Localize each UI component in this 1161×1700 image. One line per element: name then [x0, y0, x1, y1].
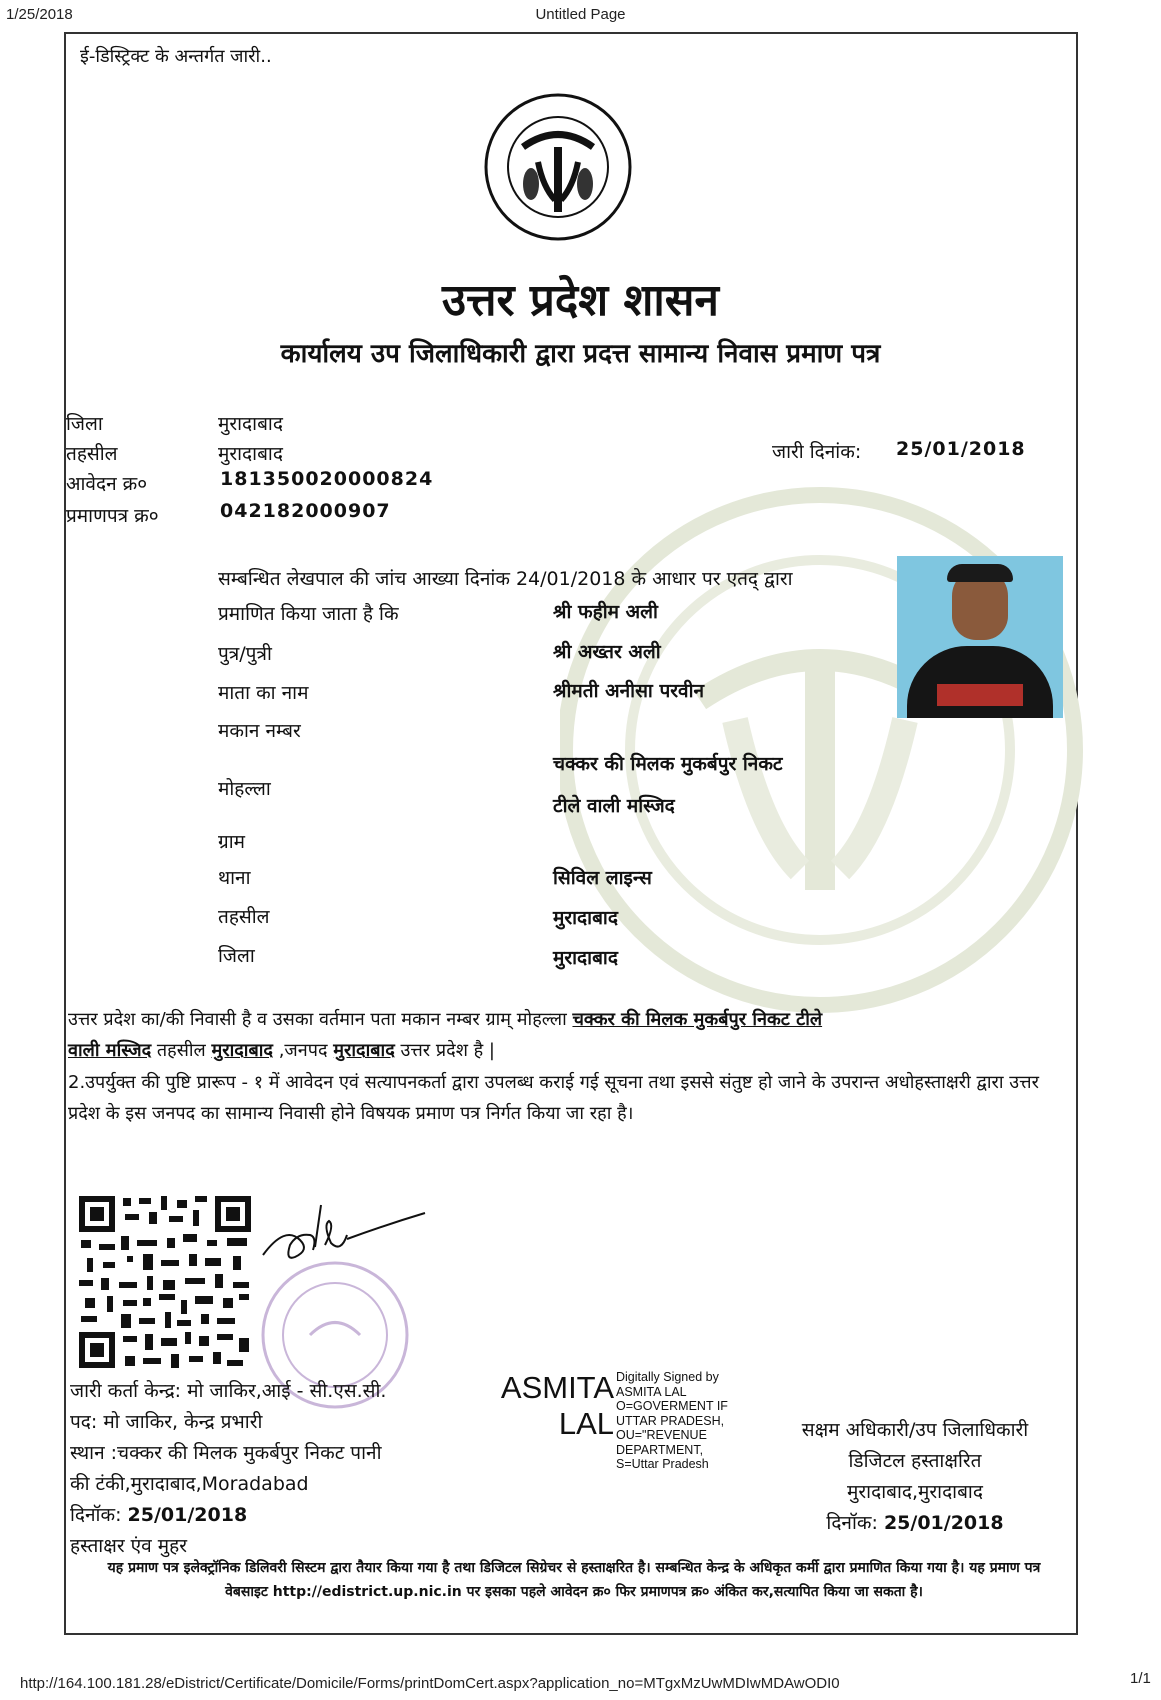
footer-note: यह प्रमाण पत्र इलेक्ट्रॉनिक डिलिवरी सिस्टम द्वारा तैयार किया गया है तथा डिजिटल सिग्रेचर से हस्ताक्षरित है। सम्बन्धित केन्द्र के अधिकृत कर्मी द्वारा प्रमाणित किया गया है। यह प्रमाण पत्र वेबसाइट http://edistrict.up.nic.in पर इसका पहले आवेदन क्र० फिर प्रमाणपत्र क्र० अंकित कर,सत्यापित किया जा सकता है।	[107, 1560, 1041, 1600]
info-label-certificate-no: प्रमाणपत्र क्र०	[66, 505, 159, 527]
page-url: http://164.100.181.28/eDistrict/Certificate/Domicile/Forms/printDomCert.aspx?application_no=MTgxMzUwMDIwMDAwODI0	[20, 1675, 840, 1692]
detail-value-name: श्री फहीम अली	[553, 601, 658, 623]
print-date: 1/25/2018	[6, 6, 73, 23]
up-government-emblem	[483, 92, 633, 242]
detail-value-district: मुरादाबाद	[553, 947, 618, 969]
verification-paragraph: 2.उपर्युक्त की पुष्टि प्रारूप - १ में आवेदन एवं सत्यापनकर्ता द्वारा उपलब्ध कराई गई सूचना तथा इससे संतुष्ट हो जाने के उपरान्त अधोहस्ताक्षरी द्वारा उत्तर प्रदेश के इस जनपद का सामान्य निवासी होने विषयक प्रमाण पत्र निर्गत किया जा रहा है।	[68, 1072, 1039, 1124]
authority-date: दिनॉक: 25/01/2018	[826, 1512, 1004, 1534]
issuer-block	[70, 1376, 386, 1562]
info-value-district: मुरादाबाद	[218, 413, 283, 435]
handwritten-signature	[255, 1195, 435, 1285]
info-value-tehsil: मुरादाबाद	[218, 443, 283, 465]
detail-label-mother: माता का नाम	[218, 682, 309, 704]
applicant-photo	[897, 556, 1063, 718]
residence-paragraph: उत्तर प्रदेश का/की निवासी है व उसका वर्तमान पता मकान नम्बर ग्राम् मोहल्ला चक्कर की मिलक मुकर्बपुर निकट टीले वाली मस्जिद तहसील मुरादाबाद ,जनपद मुरादाबाद उत्तर प्रदेश है |	[68, 1009, 823, 1061]
authority-digital: डिजिटल हस्ताक्षरित	[848, 1450, 982, 1472]
info-label-district: जिला	[66, 413, 103, 435]
qr-code	[77, 1194, 253, 1370]
detail-value-mother: श्रीमती अनीसा परवीन	[553, 680, 705, 702]
page-number: 1/1	[1130, 1670, 1151, 1687]
info-label-application-no: आवेदन क्र०	[66, 473, 148, 495]
detail-value-locality-2: टीले वाली मस्जिद	[553, 795, 675, 817]
digital-signature-info: Digitally Signed by ASMITA LAL O=GOVERMENT IF UTTAR PRADESH, OU="REVENUE DEPARTMENT, S=Uttar Pradesh	[616, 1370, 728, 1471]
detail-label-locality: मोहल्ला	[218, 778, 271, 800]
issuer-location-2: की टंकी,मुरादाबाद,Moradabad	[70, 1473, 309, 1495]
info-value-application-no: 181350020000824	[220, 468, 434, 490]
issuer-sign-label: हस्ताक्षर एंव मुहर	[70, 1535, 187, 1557]
info-label-tehsil: तहसील	[66, 443, 118, 465]
detail-label-tehsil: तहसील	[218, 906, 270, 928]
detail-value-tehsil: मुरादाबाद	[553, 907, 618, 929]
detail-label-police-station: थाना	[218, 867, 251, 889]
issuer-center: जारी कर्ता केन्द्र: मो जाकिर,आई - सी.एस.सी.	[70, 1380, 387, 1402]
detail-label-district: जिला	[218, 945, 255, 967]
signer-name: ASMITA LAL	[500, 1370, 614, 1441]
detail-label-house-no: मकान नम्बर	[218, 720, 301, 742]
detail-label-certified: प्रमाणित किया जाता है कि	[218, 603, 399, 625]
intro-text: सम्बन्धित लेखपाल की जांच आख्या दिनांक 24/01/2018 के आधार पर एतद् द्वारा	[218, 568, 793, 590]
detail-value-locality: चक्कर की मिलक मुकर्बपुर निकट	[553, 753, 783, 775]
issue-date-value: 25/01/2018	[896, 438, 1026, 460]
authority-block	[760, 1415, 1070, 1539]
certificate-subtitle: कार्यालय उप जिलाधिकारी द्वारा प्रदत्त सामान्य निवास प्रमाण पत्र	[280, 339, 881, 369]
detail-value-police-station: सिविल लाइन्स	[553, 867, 652, 889]
certificate-title: उत्तर प्रदेश शासन	[442, 275, 719, 326]
authority-designation: सक्षम अधिकारी/उप जिलाधिकारी	[801, 1419, 1029, 1441]
issuer-designation: पद: मो जाकिर, केन्द्र प्रभारी	[70, 1411, 263, 1433]
detail-label-son-daughter: पुत्र/पुत्री	[218, 643, 272, 665]
detail-label-village: ग्राम	[218, 831, 245, 853]
info-value-certificate-no: 042182000907	[220, 500, 391, 522]
page-title: Untitled Page	[535, 6, 626, 23]
issuer-date: दिनॉक: 25/01/2018	[70, 1504, 248, 1526]
issuer-location: स्थान :चक्कर की मिलक मुकर्बपुर निकट पानी	[70, 1442, 382, 1464]
header-note: ई-डिस्ट्रिक्ट के अन्तर्गत जारी..	[80, 46, 272, 67]
authority-location: मुरादाबाद,मुरादाबाद	[847, 1481, 983, 1503]
issue-date-label: जारी दिनांक:	[772, 441, 862, 463]
detail-value-father: श्री अख्तर अली	[553, 641, 661, 663]
